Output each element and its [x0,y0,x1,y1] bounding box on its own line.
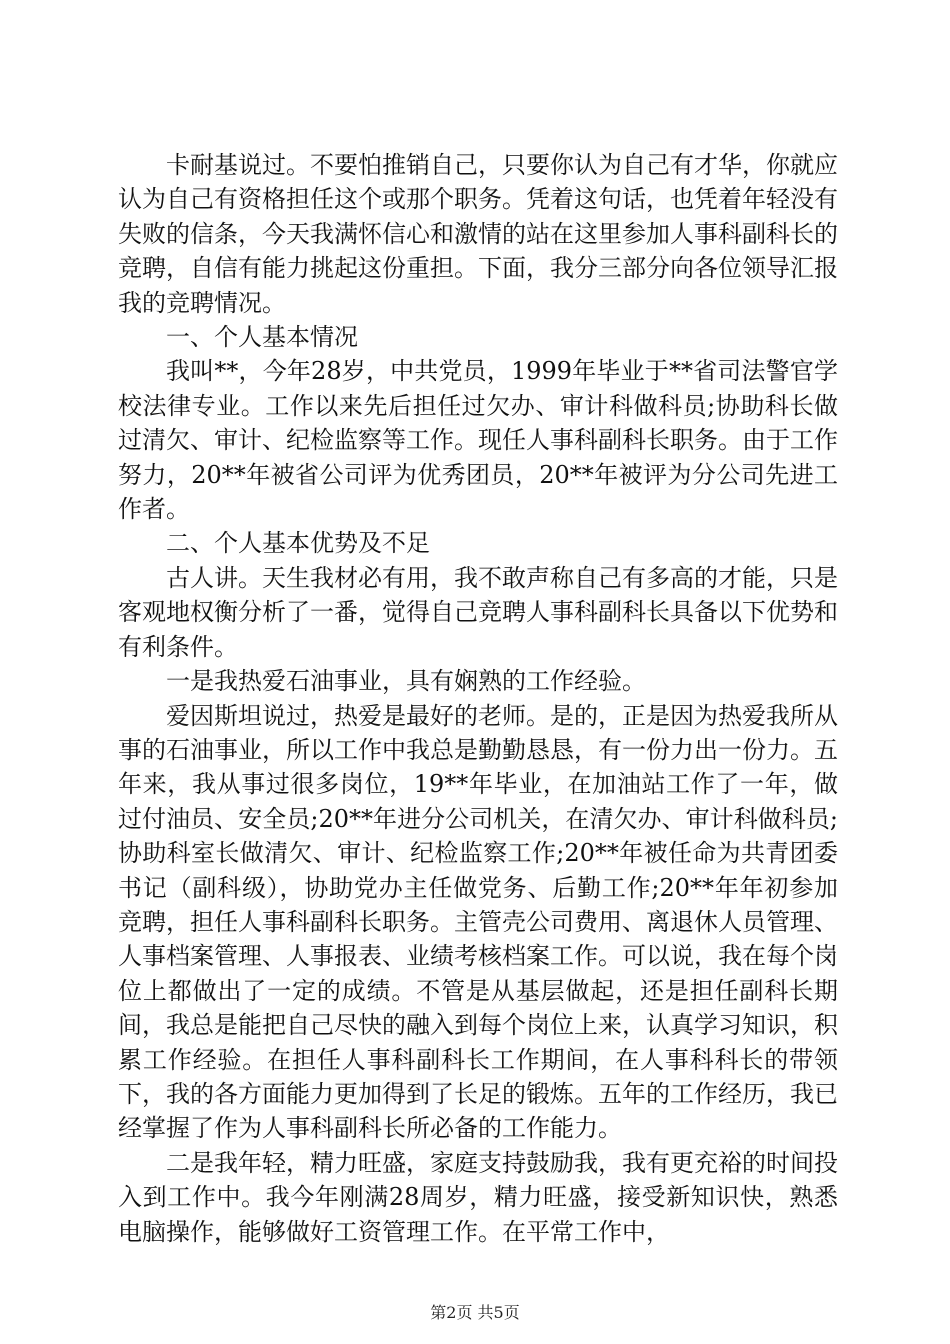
paragraph-intro: 卡耐基说过。不要怕推销自己，只要你认为自己有才华，你就应认为自己有资格担任这个或那个职务。凭着这句话，也凭着年轻没有失败的信条，今天我满怀信心和激情的站在这里参加人事科副科长的竞聘，自信有能力挑起这份重担。下面，我分三部分向各位领导汇报我的竞聘情况。 [118,151,838,317]
paragraph-basic-info: 我叫**，今年28岁，中共党员，1999年毕业于**省司法警官学校法律专业。工作以来先后担任过欠办、审计科做科员;协助科长做过清欠、审计、纪检监察等工作。现任人事科副科长职务。由于工作努力，20**年被省公司评为优秀团员，20**年被评为分公司先进工作者。 [118,357,838,524]
paragraph-experience: 爱因斯坦说过，热爱是最好的老师。是的，正是因为热爱我所从事的石油事业，所以工作中我总是勤勤恳恳，有一份力出一份力。五年来，我从事过很多岗位，19**年毕业，在加油站工作了一年，做过付油员、安全员;20**年进分公司机关，在清欠办、审计科做科员;协助科室长做清欠、审计、纪检监察工作;20**年被任命为共青团委书记（副科级），协助党办主任做党务、后勤工作;20**年年初参加竞聘，担任人事科副科长职务。主管壳公司费用、离退休人员管理、人事档案管理、人事报表、业绩考核档案工作。可以说，我在每个岗位上都做出了一定的成绩。不管是从基层做起，还是担任副科长期间，我总是能把自己尽快的融入到每个岗位上来，认真学习知识，积累工作经验。在担任人事科副科长工作期间，在人事科科长的带领下，我的各方面能力更加得到了长足的锻炼。五年的工作经历，我已经掌握了作为人事科副科长所必备的工作能力。 [118,701,838,1143]
section-heading-advantages: 二、个人基本优势及不足 [166,529,430,558]
section-heading-basic-info: 一、个人基本情况 [166,323,358,352]
paragraph-point-two: 二是我年轻，精力旺盛，家庭支持鼓励我，我有更充裕的时间投入到工作中。我今年刚满28周岁，精力旺盛，接受新知识快，熟悉电脑操作，能够做好工资管理工作。在平常工作中， [118,1148,838,1246]
page-footer: 第2页 共5页 [430,1303,520,1322]
document-body [118,148,838,1249]
paragraph-advantages-intro: 古人讲。天生我材必有用，我不敢声称自己有多高的才能，只是客观地权衡分析了一番，觉得自己竞聘人事科副科长具备以下优势和有利条件。 [118,563,838,661]
paragraph-point-one: 一是我热爱石油事业，具有娴熟的工作经验。 [166,667,646,696]
